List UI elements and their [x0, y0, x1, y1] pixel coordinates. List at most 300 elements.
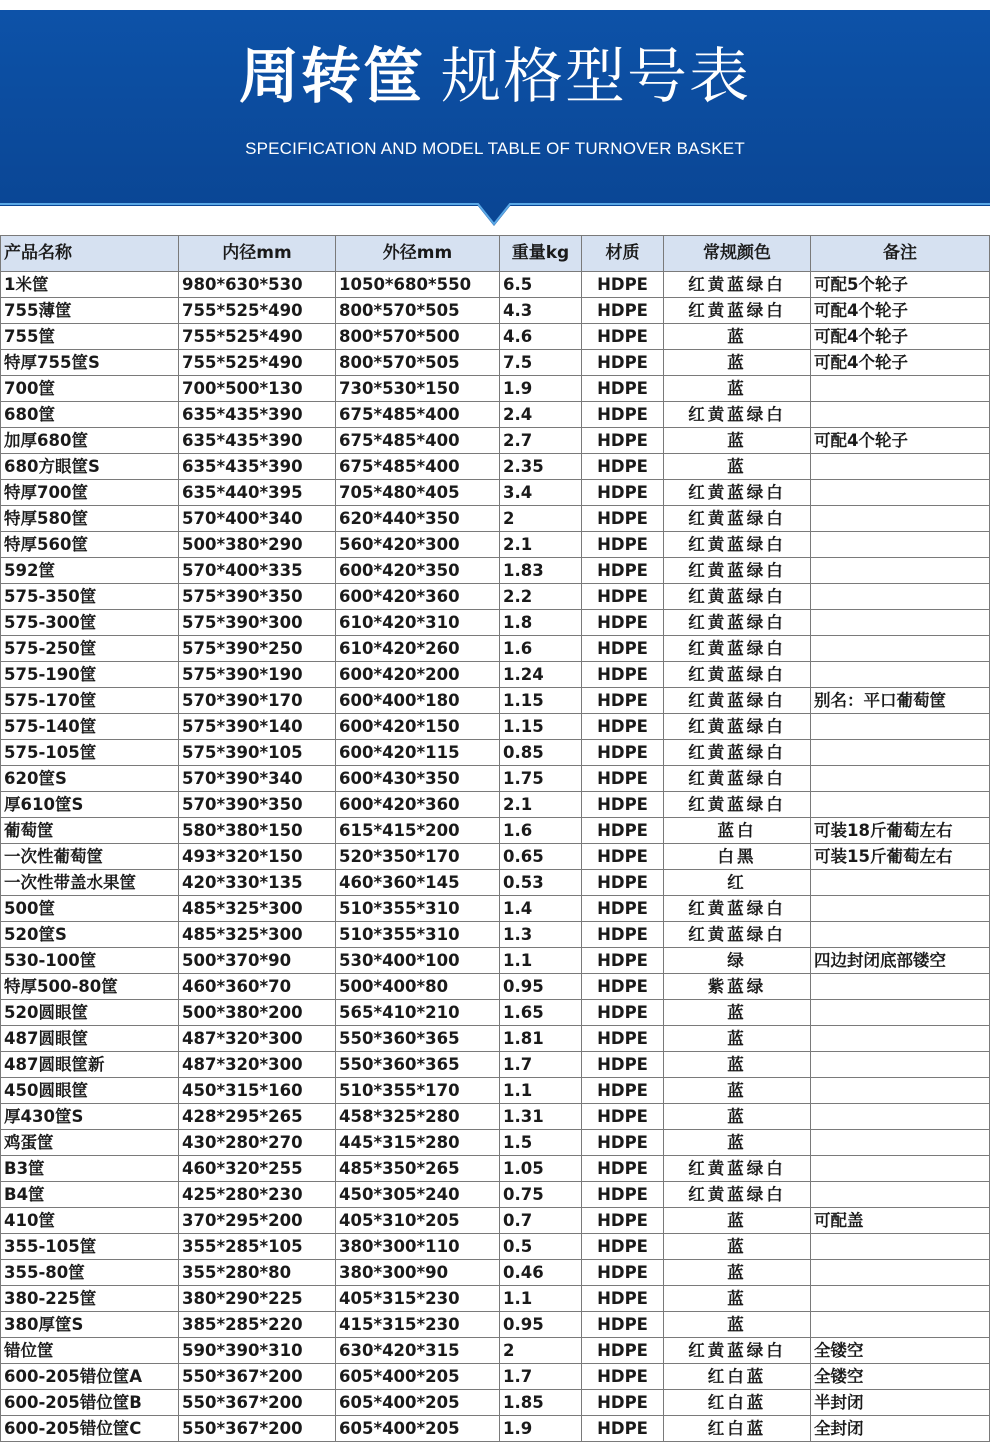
table-row [1, 532, 990, 558]
weight-cell: 2.1 [500, 792, 582, 818]
remark-cell: 可配4个轮子 [811, 350, 990, 376]
material-cell: HDPE [582, 610, 664, 636]
color-cell: 红黄蓝绿白 [664, 1338, 811, 1364]
outer-size-cell: 620*440*350 [336, 506, 500, 532]
color-cell: 绿 [664, 948, 811, 974]
table-row [1, 1130, 990, 1156]
product-name-cell: 410筐 [1, 1208, 179, 1234]
product-name-cell: 特厚700筐 [1, 480, 179, 506]
product-name-cell: 380-225筐 [1, 1286, 179, 1312]
inner-size-cell: 575*390*190 [179, 662, 336, 688]
material-cell: HDPE [582, 1234, 664, 1260]
outer-size-cell: 675*485*400 [336, 428, 500, 454]
product-name-cell: 592筐 [1, 558, 179, 584]
color-cell: 蓝 [664, 1026, 811, 1052]
outer-size-cell: 605*400*205 [336, 1364, 500, 1390]
material-cell: HDPE [582, 870, 664, 896]
inner-size-cell: 755*525*490 [179, 324, 336, 350]
product-name-cell: 一次性葡萄筐 [1, 844, 179, 870]
table-row [1, 870, 990, 896]
remark-cell [811, 1260, 990, 1286]
material-cell: HDPE [582, 1078, 664, 1104]
remark-cell: 可装18斤葡萄左右 [811, 818, 990, 844]
inner-size-cell: 355*280*80 [179, 1260, 336, 1286]
color-cell: 蓝 [664, 1078, 811, 1104]
material-cell: HDPE [582, 1156, 664, 1182]
weight-cell: 1.83 [500, 558, 582, 584]
outer-size-cell: 800*570*505 [336, 298, 500, 324]
material-cell: HDPE [582, 844, 664, 870]
weight-cell: 1.9 [500, 1416, 582, 1442]
column-header: 内径mm [179, 236, 336, 272]
table-row [1, 1104, 990, 1130]
table-row [1, 844, 990, 870]
outer-size-cell: 380*300*110 [336, 1234, 500, 1260]
weight-cell: 0.95 [500, 974, 582, 1000]
weight-cell: 0.46 [500, 1260, 582, 1286]
material-cell: HDPE [582, 922, 664, 948]
color-cell: 红黄蓝绿白 [664, 896, 811, 922]
table-row [1, 584, 990, 610]
material-cell: HDPE [582, 766, 664, 792]
remark-cell: 全封闭 [811, 1416, 990, 1442]
inner-size-cell: 700*500*130 [179, 376, 336, 402]
outer-size-cell: 600*420*360 [336, 584, 500, 610]
product-name-cell: 600-205错位筐A [1, 1364, 179, 1390]
weight-cell: 1.1 [500, 1078, 582, 1104]
outer-size-cell: 510*355*310 [336, 896, 500, 922]
inner-size-cell: 487*320*300 [179, 1052, 336, 1078]
product-name-cell: 加厚680筐 [1, 428, 179, 454]
material-cell: HDPE [582, 532, 664, 558]
table-row [1, 402, 990, 428]
inner-size-cell: 500*380*200 [179, 1000, 336, 1026]
table-row [1, 1338, 990, 1364]
outer-size-cell: 485*350*265 [336, 1156, 500, 1182]
material-cell: HDPE [582, 1104, 664, 1130]
outer-size-cell: 675*485*400 [336, 454, 500, 480]
inner-size-cell: 493*320*150 [179, 844, 336, 870]
remark-cell [811, 1286, 990, 1312]
remark-cell [811, 1052, 990, 1078]
color-cell: 蓝 [664, 376, 811, 402]
inner-size-cell: 500*370*90 [179, 948, 336, 974]
color-cell: 红黄蓝绿白 [664, 1182, 811, 1208]
material-cell: HDPE [582, 298, 664, 324]
color-cell: 红白蓝 [664, 1390, 811, 1416]
weight-cell: 3.4 [500, 480, 582, 506]
remark-cell [811, 584, 990, 610]
inner-size-cell: 460*360*70 [179, 974, 336, 1000]
outer-size-cell: 705*480*405 [336, 480, 500, 506]
product-name-cell: 600-205错位筐C [1, 1416, 179, 1442]
material-cell: HDPE [582, 480, 664, 506]
product-name-cell: B4筐 [1, 1182, 179, 1208]
remark-cell [811, 766, 990, 792]
product-name-cell: 575-300筐 [1, 610, 179, 636]
material-cell: HDPE [582, 1390, 664, 1416]
banner-background [0, 0, 990, 235]
material-cell: HDPE [582, 974, 664, 1000]
product-name-cell: 500筐 [1, 896, 179, 922]
inner-size-cell: 485*325*300 [179, 896, 336, 922]
inner-size-cell: 570*390*340 [179, 766, 336, 792]
color-cell: 红黄蓝绿白 [664, 558, 811, 584]
product-name-cell: 680方眼筐S [1, 454, 179, 480]
remark-cell [811, 974, 990, 1000]
remark-cell [811, 922, 990, 948]
weight-cell: 2 [500, 1338, 582, 1364]
table-row [1, 714, 990, 740]
product-name-cell: 680筐 [1, 402, 179, 428]
weight-cell: 1.5 [500, 1130, 582, 1156]
weight-cell: 1.7 [500, 1052, 582, 1078]
table-body [1, 272, 990, 1442]
header-banner [0, 0, 990, 235]
inner-size-cell: 575*390*140 [179, 714, 336, 740]
weight-cell: 4.6 [500, 324, 582, 350]
weight-cell: 0.53 [500, 870, 582, 896]
product-name-cell: 620筐S [1, 766, 179, 792]
inner-size-cell: 635*435*390 [179, 428, 336, 454]
remark-cell [811, 1156, 990, 1182]
inner-size-cell: 575*390*300 [179, 610, 336, 636]
table-row [1, 1026, 990, 1052]
inner-size-cell: 500*380*290 [179, 532, 336, 558]
table-row [1, 1286, 990, 1312]
product-name-cell: 特厚755筐S [1, 350, 179, 376]
remark-cell: 全镂空 [811, 1364, 990, 1390]
weight-cell: 7.5 [500, 350, 582, 376]
product-name-cell: 575-190筐 [1, 662, 179, 688]
outer-size-cell: 610*420*260 [336, 636, 500, 662]
remark-cell [811, 558, 990, 584]
product-name-cell: 487圆眼筐新 [1, 1052, 179, 1078]
color-cell: 红黄蓝绿白 [664, 714, 811, 740]
outer-size-cell: 615*415*200 [336, 818, 500, 844]
column-header: 常规颜色 [664, 236, 811, 272]
weight-cell: 1.1 [500, 948, 582, 974]
remark-cell [811, 1182, 990, 1208]
remark-cell [811, 1104, 990, 1130]
remark-cell: 可装15斤葡萄左右 [811, 844, 990, 870]
remark-cell [811, 740, 990, 766]
color-cell: 蓝 [664, 1234, 811, 1260]
table-row [1, 1260, 990, 1286]
inner-size-cell: 635*440*395 [179, 480, 336, 506]
outer-size-cell: 510*355*170 [336, 1078, 500, 1104]
remark-cell [811, 480, 990, 506]
outer-size-cell: 1050*680*550 [336, 272, 500, 298]
column-header: 外径mm [336, 236, 500, 272]
color-cell: 红黄蓝绿白 [664, 792, 811, 818]
remark-cell: 别名：平口葡萄筐 [811, 688, 990, 714]
color-cell: 红 [664, 870, 811, 896]
weight-cell: 0.7 [500, 1208, 582, 1234]
color-cell: 红黄蓝绿白 [664, 584, 811, 610]
outer-size-cell: 800*570*500 [336, 324, 500, 350]
inner-size-cell: 575*390*250 [179, 636, 336, 662]
outer-size-cell: 600*420*360 [336, 792, 500, 818]
weight-cell: 1.8 [500, 610, 582, 636]
remark-cell [811, 532, 990, 558]
outer-size-cell: 458*325*280 [336, 1104, 500, 1130]
table-row [1, 272, 990, 298]
color-cell: 红黄蓝绿白 [664, 662, 811, 688]
remark-cell [811, 610, 990, 636]
product-name-cell: 575-105筐 [1, 740, 179, 766]
material-cell: HDPE [582, 792, 664, 818]
product-name-cell: 特厚500-80筐 [1, 974, 179, 1000]
table-row [1, 558, 990, 584]
material-cell: HDPE [582, 714, 664, 740]
inner-size-cell: 385*285*220 [179, 1312, 336, 1338]
remark-cell [811, 870, 990, 896]
inner-size-cell: 570*390*350 [179, 792, 336, 818]
inner-size-cell: 425*280*230 [179, 1182, 336, 1208]
remark-cell: 半封闭 [811, 1390, 990, 1416]
material-cell: HDPE [582, 350, 664, 376]
inner-size-cell: 420*330*135 [179, 870, 336, 896]
material-cell: HDPE [582, 688, 664, 714]
color-cell: 蓝 [664, 1104, 811, 1130]
weight-cell: 6.5 [500, 272, 582, 298]
product-name-cell: 487圆眼筐 [1, 1026, 179, 1052]
material-cell: HDPE [582, 948, 664, 974]
remark-cell [811, 1130, 990, 1156]
color-cell: 红白蓝 [664, 1416, 811, 1442]
color-cell: 蓝 [664, 428, 811, 454]
material-cell: HDPE [582, 584, 664, 610]
material-cell: HDPE [582, 1000, 664, 1026]
outer-size-cell: 415*315*230 [336, 1312, 500, 1338]
outer-size-cell: 605*400*205 [336, 1390, 500, 1416]
outer-size-cell: 520*350*170 [336, 844, 500, 870]
product-name-cell: B3筐 [1, 1156, 179, 1182]
table-row [1, 376, 990, 402]
outer-size-cell: 445*315*280 [336, 1130, 500, 1156]
color-cell: 红黄蓝绿白 [664, 1156, 811, 1182]
table-row [1, 922, 990, 948]
weight-cell: 1.24 [500, 662, 582, 688]
color-cell: 蓝 [664, 1208, 811, 1234]
material-cell: HDPE [582, 1182, 664, 1208]
weight-cell: 1.65 [500, 1000, 582, 1026]
color-cell: 红黄蓝绿白 [664, 922, 811, 948]
table-row [1, 974, 990, 1000]
weight-cell: 1.75 [500, 766, 582, 792]
product-name-cell: 特厚580筐 [1, 506, 179, 532]
material-cell: HDPE [582, 1026, 664, 1052]
table-row [1, 350, 990, 376]
remark-cell: 全镂空 [811, 1338, 990, 1364]
weight-cell: 1.7 [500, 1364, 582, 1390]
inner-size-cell: 460*320*255 [179, 1156, 336, 1182]
outer-size-cell: 600*420*115 [336, 740, 500, 766]
product-name-cell: 一次性带盖水果筐 [1, 870, 179, 896]
table-row [1, 818, 990, 844]
material-cell: HDPE [582, 1364, 664, 1390]
weight-cell: 2.2 [500, 584, 582, 610]
table-row [1, 636, 990, 662]
product-name-cell: 葡萄筐 [1, 818, 179, 844]
material-cell: HDPE [582, 1130, 664, 1156]
outer-size-cell: 510*355*310 [336, 922, 500, 948]
outer-size-cell: 630*420*315 [336, 1338, 500, 1364]
color-cell: 红黄蓝绿白 [664, 272, 811, 298]
color-cell: 蓝 [664, 1130, 811, 1156]
material-cell: HDPE [582, 636, 664, 662]
remark-cell: 可配盖 [811, 1208, 990, 1234]
inner-size-cell: 980*630*530 [179, 272, 336, 298]
remark-cell: 可配5个轮子 [811, 272, 990, 298]
material-cell: HDPE [582, 896, 664, 922]
product-name-cell: 1米筐 [1, 272, 179, 298]
outer-size-cell: 565*410*210 [336, 1000, 500, 1026]
inner-size-cell: 370*295*200 [179, 1208, 336, 1234]
outer-size-cell: 600*430*350 [336, 766, 500, 792]
remark-cell [811, 896, 990, 922]
outer-size-cell: 550*360*365 [336, 1026, 500, 1052]
color-cell: 蓝 [664, 1286, 811, 1312]
material-cell: HDPE [582, 1208, 664, 1234]
inner-size-cell: 570*400*340 [179, 506, 336, 532]
weight-cell: 1.31 [500, 1104, 582, 1130]
color-cell: 蓝 [664, 1312, 811, 1338]
weight-cell: 0.5 [500, 1234, 582, 1260]
table-row [1, 1078, 990, 1104]
table-row [1, 298, 990, 324]
weight-cell: 2.4 [500, 402, 582, 428]
outer-size-cell: 675*485*400 [336, 402, 500, 428]
inner-size-cell: 755*525*490 [179, 298, 336, 324]
table-row [1, 1416, 990, 1442]
remark-cell [811, 376, 990, 402]
weight-cell: 1.6 [500, 818, 582, 844]
material-cell: HDPE [582, 1052, 664, 1078]
material-cell: HDPE [582, 818, 664, 844]
column-header: 重量kg [500, 236, 582, 272]
material-cell: HDPE [582, 506, 664, 532]
table-row [1, 896, 990, 922]
remark-cell [811, 792, 990, 818]
color-cell: 白黑 [664, 844, 811, 870]
color-cell: 红黄蓝绿白 [664, 688, 811, 714]
inner-size-cell: 550*367*200 [179, 1364, 336, 1390]
weight-cell: 1.81 [500, 1026, 582, 1052]
product-name-cell: 600-205错位筐B [1, 1390, 179, 1416]
table-row [1, 662, 990, 688]
remark-cell [811, 1312, 990, 1338]
color-cell: 红黄蓝绿白 [664, 740, 811, 766]
material-cell: HDPE [582, 376, 664, 402]
product-name-cell: 575-350筐 [1, 584, 179, 610]
color-cell: 红黄蓝绿白 [664, 532, 811, 558]
product-name-cell: 355-105筐 [1, 1234, 179, 1260]
weight-cell: 0.85 [500, 740, 582, 766]
table-row [1, 688, 990, 714]
product-name-cell: 700筐 [1, 376, 179, 402]
inner-size-cell: 635*435*390 [179, 402, 336, 428]
outer-size-cell: 600*400*180 [336, 688, 500, 714]
product-name-cell: 厚430筐S [1, 1104, 179, 1130]
weight-cell: 0.65 [500, 844, 582, 870]
weight-cell: 1.05 [500, 1156, 582, 1182]
remark-cell [811, 714, 990, 740]
product-name-cell: 450圆眼筐 [1, 1078, 179, 1104]
table-row [1, 1234, 990, 1260]
product-name-cell: 575-170筐 [1, 688, 179, 714]
inner-size-cell: 550*367*200 [179, 1390, 336, 1416]
table-row [1, 1364, 990, 1390]
inner-size-cell: 428*295*265 [179, 1104, 336, 1130]
material-cell: HDPE [582, 1416, 664, 1442]
table-row [1, 1208, 990, 1234]
table-header-row [1, 236, 990, 272]
product-name-cell: 755筐 [1, 324, 179, 350]
title-bold: 周转筐 [239, 42, 425, 112]
color-cell: 紫蓝绿 [664, 974, 811, 1000]
color-cell: 蓝 [664, 454, 811, 480]
remark-cell: 可配4个轮子 [811, 298, 990, 324]
weight-cell: 1.15 [500, 714, 582, 740]
product-name-cell: 355-80筐 [1, 1260, 179, 1286]
inner-size-cell: 380*290*225 [179, 1286, 336, 1312]
remark-cell [811, 662, 990, 688]
material-cell: HDPE [582, 558, 664, 584]
table-row [1, 480, 990, 506]
material-cell: HDPE [582, 428, 664, 454]
remark-cell [811, 402, 990, 428]
product-name-cell: 520筐S [1, 922, 179, 948]
remark-cell [811, 1234, 990, 1260]
inner-size-cell: 580*380*150 [179, 818, 336, 844]
table-row [1, 1182, 990, 1208]
material-cell: HDPE [582, 1286, 664, 1312]
outer-size-cell: 460*360*145 [336, 870, 500, 896]
material-cell: HDPE [582, 454, 664, 480]
remark-cell [811, 1078, 990, 1104]
weight-cell: 2.35 [500, 454, 582, 480]
color-cell: 红黄蓝绿白 [664, 402, 811, 428]
outer-size-cell: 550*360*365 [336, 1052, 500, 1078]
outer-size-cell: 530*400*100 [336, 948, 500, 974]
color-cell: 蓝 [664, 1052, 811, 1078]
inner-size-cell: 570*400*335 [179, 558, 336, 584]
material-cell: HDPE [582, 662, 664, 688]
weight-cell: 2.7 [500, 428, 582, 454]
outer-size-cell: 380*300*90 [336, 1260, 500, 1286]
page-title [0, 42, 990, 112]
product-name-cell: 575-250筐 [1, 636, 179, 662]
spec-table [0, 235, 990, 1442]
table-row [1, 1312, 990, 1338]
outer-size-cell: 405*310*205 [336, 1208, 500, 1234]
weight-cell: 0.75 [500, 1182, 582, 1208]
weight-cell: 1.6 [500, 636, 582, 662]
color-cell: 蓝 [664, 324, 811, 350]
outer-size-cell: 405*315*230 [336, 1286, 500, 1312]
color-cell: 红黄蓝绿白 [664, 766, 811, 792]
table-row [1, 506, 990, 532]
weight-cell: 1.4 [500, 896, 582, 922]
remark-cell: 可配4个轮子 [811, 324, 990, 350]
inner-size-cell: 487*320*300 [179, 1026, 336, 1052]
product-name-cell: 错位筐 [1, 1338, 179, 1364]
remark-cell: 四边封闭底部镂空 [811, 948, 990, 974]
table-row [1, 1000, 990, 1026]
color-cell: 红黄蓝绿白 [664, 610, 811, 636]
